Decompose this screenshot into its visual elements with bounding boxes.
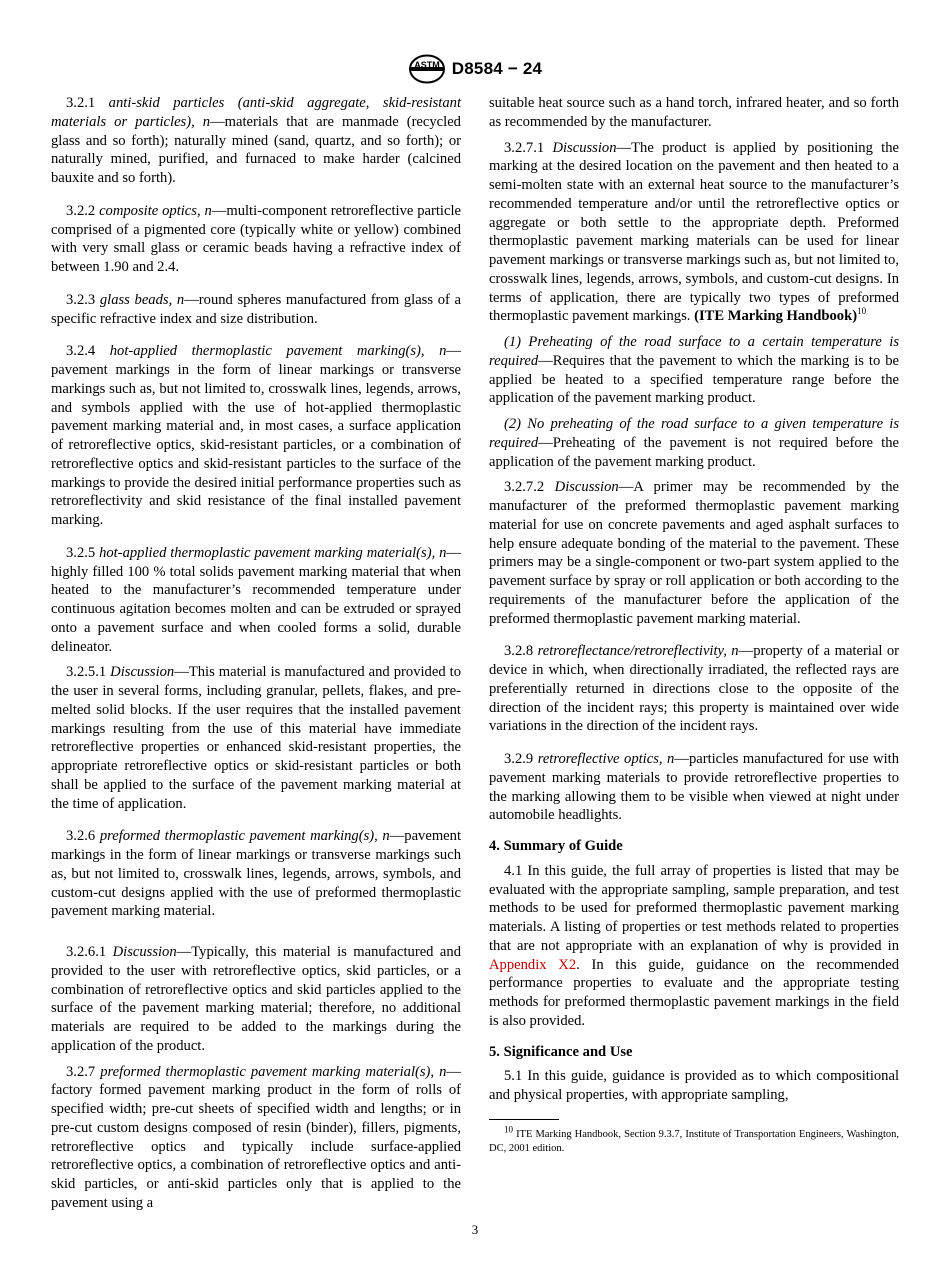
section-heading-summary: 4. Summary of Guide xyxy=(489,838,623,854)
para-3-2-5-1: 3.2.5.1 Discussion—This material is manufactured and provided to the user in several forms, including granular, pellets, flakes, and pre-melted solid blocks. If the user requires that the installed pavement markings resulting from the use of this material have immediate retroreflective properties or enhanced skid-resistant properties, the appropriate retroreflective optics or skid-resistant particles or both shall be applied to the surface of the pavement marking material at the time of application. xyxy=(51,664,461,812)
para-3-2-7: 3.2.7 preformed thermoplastic pavement marking material(s), n—factory formed pavement marking product in the form of rolls of specified width; pre-cut sheets of specified width and lengths; or in pre-cut custom designs composed of resin (binder), fillers, pigments, retroreflective optics and typically include surface-applied retroreflective optics, a combination of retroreflective optics and anti-skid particles, or anti-skid particles only that is applied to the pavement using a xyxy=(51,1063,461,1211)
ite-reference: (ITE Marking Handbook) xyxy=(694,308,858,325)
section-heading-significance: 5. Significance and Use xyxy=(489,1043,633,1060)
svg-text:ASTM: ASTM xyxy=(414,60,440,70)
para-3-2-9: 3.2.9 retroreflective optics, n—particles manufactured for use with pavement marking materials to provide retroreflective properties to the marking allowing them to be visible when viewed at night under automobile headlights. xyxy=(489,751,899,824)
document-number: D8584 − 24 xyxy=(451,59,543,78)
page-header xyxy=(0,52,950,86)
para-3-2-1: 3.2.1 anti-skid particles (anti-skid aggregate, skid-resistant materials or particles), n—materials that are manmade (recycled glass and so forth); naturally mined (sand, quartz, and so forth); or naturally mined, purified, and furnaced to make harder (calcined bauxite and so forth). xyxy=(51,95,462,186)
para-3-2-7-2: 3.2.7.2 Discussion—A primer may be recommended by the manufacturer of the preformed thermoplastic pavement marking material for use on concrete pavements and aged asphalt surfaces to help ensure adequate bonding of the material to the pavement. These primers may be a single-component or two-part system applied to the pavement surface by spray or roll application or both according to the requirements of the manufacturer before the application of the preformed thermoplastic pavement marking material. xyxy=(489,479,899,627)
page-number: 3 xyxy=(471,1222,479,1237)
right-column xyxy=(489,94,899,1156)
astm-logo-icon xyxy=(408,54,446,84)
footnote-ref: 10 xyxy=(857,306,867,317)
para-3-2-4: 3.2.4 hot-applied thermoplastic pavement marking(s), n—pavement markings in the form of linear markings or transverse markings such as, but not limited to, crosswalk lines, legends, arrows, and symbols applied with the use of hot-applied thermoplastic pavement marking material and, in most cases, a surface application of retroreflective optics, skid-resistant particles, or a combination of retroreflective optics and skid-resistant particles to the surface of the markings to provide the desired initial performance properties such as retroreflectivity and skid resistance of the final installed pavement marking. xyxy=(51,343,461,528)
para-3-2-5: 3.2.5 hot-applied thermoplastic pavement marking material(s), n—highly filled 100 % total solids pavement marking material that when heated to the manufacturer’s recommended temperature under continuous agitation becomes molten and can be extruded or sprayed onto a pavement surface and when cooled forms a solid, durable delineator. xyxy=(51,544,461,655)
para-3-2-6-1: 3.2.6.1 Discussion—Typically, this material is manufactured and provided to the user with retroreflective optics, skid particles, or a combination of retroreflective optics and skid particles applied to the surface of the pavement marking material; therefore, no additional materials are required to be added to the markings during the application of the product. xyxy=(51,944,461,1054)
para-3-2-7-1: 3.2.7.1 Discussion—The product is applied by positioning the marking at the desired location on the pavement and then heated to a semi-molten state with an external heat source to the manufacturer’s recommended temperature and/or until the retroreflective optics or aggregate or both settle to the appropriate depth. Preformed thermoplastic pavement marking materials can be used for linear pavement markings or transverse markings such as, but not limited to, crosswalk lines, legends, arrows, symbols, and custom-cut designs. In terms of application, there are typically two types of preformed thermoplastic pavement markings. (ITE Marking Handbook)$^{10}$ xyxy=(489,139,899,325)
appendix-x2-link[interactable]: Appendix X2 xyxy=(489,956,577,973)
para-5-1: 5.1 In this guide, guidance is provided as to which compositional and physical properties, with appropriate sampling, xyxy=(489,1068,899,1103)
left-column xyxy=(51,94,461,1220)
footnote-10: $^{10}$ ITE Marking Handbook, Section 9.3.7, Institute of Transportation Engineers, Washington, DC, 2001 edition. xyxy=(489,1124,899,1154)
para-3-2-2: 3.2.2 composite optics, n—multi-component retroreflective particle comprised of a pigmented core (typically white or yellow) combined with very small glass or ceramic beads having a refractive index of between 1.90 and 2.4. xyxy=(51,202,461,275)
para-3-2-7-continued: suitable heat source such as a hand torch, infrared heater, and so forth as recommended by the manufacturer. xyxy=(489,95,899,130)
para-no-preheating: (2) No preheating of the road surface to a given temperature is required—Preheating of the pavement is not required before the application of the pavement marking product. xyxy=(489,416,899,470)
para-preheating-required: (1) Preheating of the road surface to a certain temperature is required—Requires that the pavement to which the marking is to be applied be heated to a specified temperature range before the application of the pavement marking product. xyxy=(489,334,899,407)
para-3-2-8: 3.2.8 retroreflectance/retroreflectivity, n—property of a material or device in which, when directionally irradiated, the reflected rays are preferentially returned in directions close to the opposite of the direction of the incident rays; this property is maintained over wide variations in the direction of the incident rays. xyxy=(489,643,899,735)
para-4-1: 4.1 In this guide, the full array of properties is listed that may be evaluated with the appropriate sampling, sample preparation, and test methods to be used for preformed thermoplastic pavement marking materials. A listing of properties or test methods related to properties that are not appropriate with an explanation of why is provided in Appendix X2. In this guide, guidance on the recommended performance properties to evaluate and the appropriate testing methods for preformed thermoplastic pavement markings in the field is also provided. xyxy=(489,862,899,1029)
footnote-divider xyxy=(489,1119,559,1120)
para-3-2-6: 3.2.6 preformed thermoplastic pavement marking(s), n—pavement markings in the form of linear markings or transverse markings such as, but not limited to, crosswalk lines, legends, arrows, symbols, and custom-cut designs applied with the use of preformed thermoplastic pavement marking material. xyxy=(51,828,462,920)
para-3-2-3: 3.2.3 glass beads, n—round spheres manufactured from glass of a specific refractive index and size distribution. xyxy=(51,291,461,327)
